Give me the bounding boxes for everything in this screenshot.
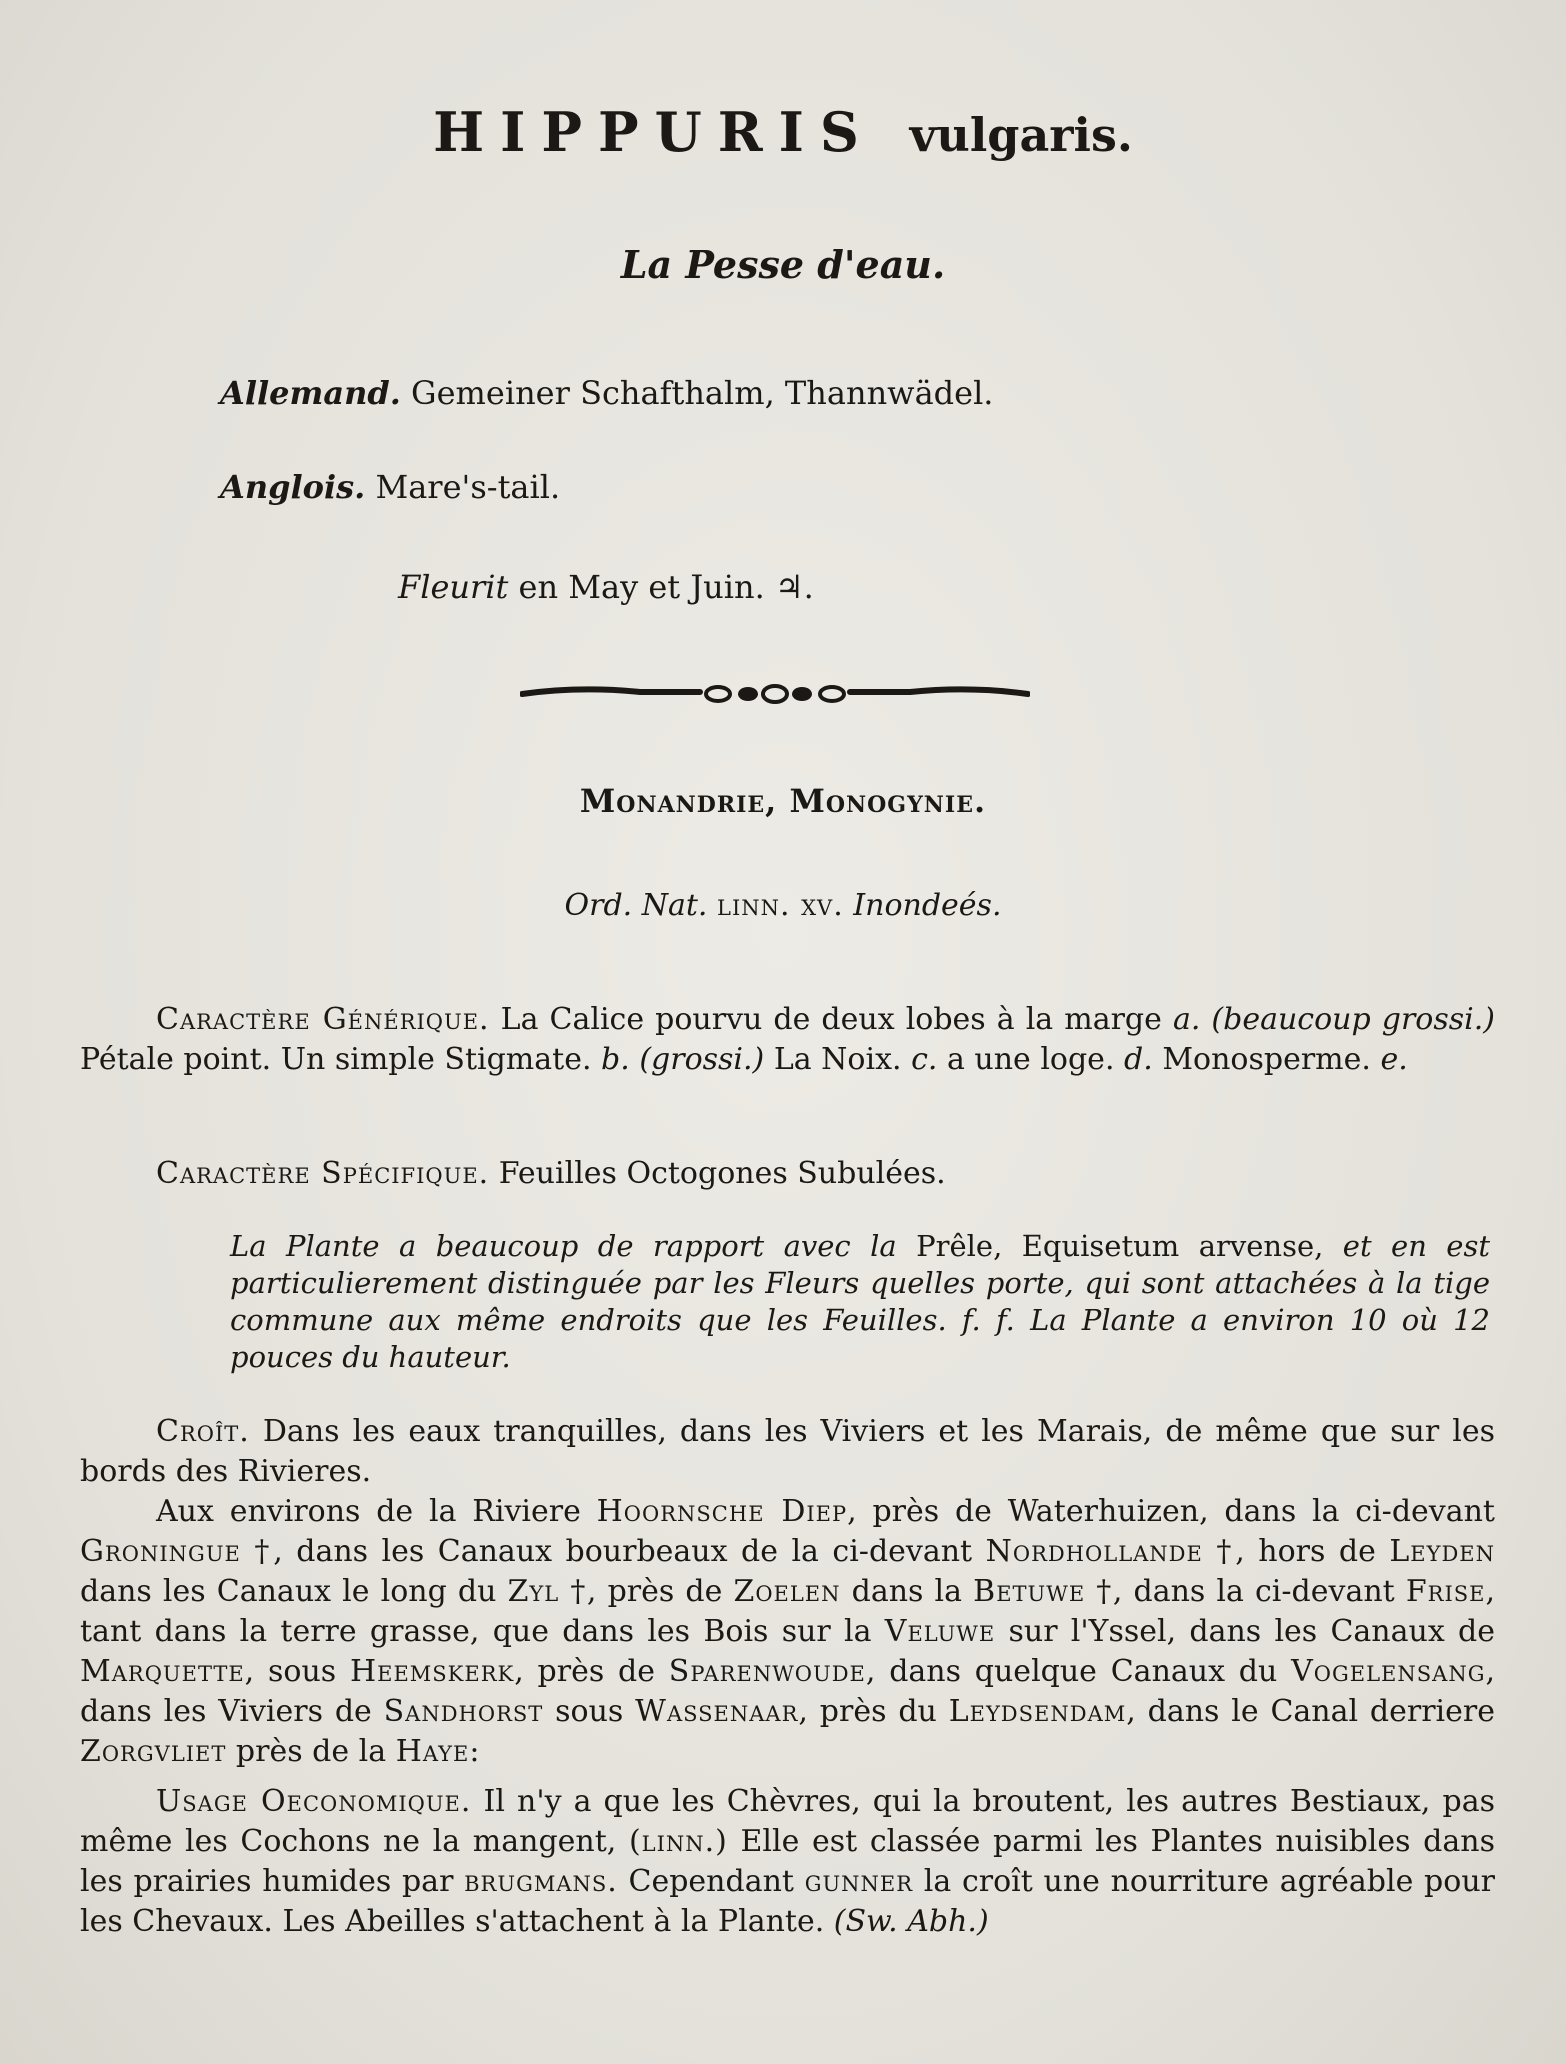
specific-character bbox=[80, 1154, 1495, 1194]
place-name: Hoornsche Diep bbox=[596, 1494, 848, 1529]
place-name: Zyl bbox=[507, 1574, 560, 1609]
place-name: Veluwe bbox=[884, 1614, 996, 1649]
specific-heading: Caractère Spécifique. bbox=[156, 1156, 490, 1191]
generic-heading: Caractère Générique. bbox=[156, 1002, 490, 1037]
habitat-section bbox=[80, 1412, 1495, 1772]
usage-text: Cependant bbox=[628, 1864, 794, 1899]
usage-citation: (linn.) bbox=[628, 1824, 728, 1859]
place-name: Zorgvliet bbox=[80, 1734, 227, 1769]
figure-mark: f. f. bbox=[961, 1303, 1015, 1337]
ordnat-linn: linn. xv. bbox=[717, 888, 844, 923]
page-title bbox=[0, 100, 1566, 164]
localities: Aux environs de la Riviere Hoornsche Diep, près de Waterhuizen, dans la ci-devant Groningue †, dans les Canaux bourbeaux de la ci-devant Nordhollande †, hors de Leyden dans les Canaux le long du Zyl †, près de Zoelen dans la Betuwe †, dans la ci-devant Frise, tant dans la terre grasse, que dans les Bois sur la Veluwe sur l'Yssel, dans les Canaux de Marquette, sous Heemskerk, près de Sparenwoude, dans quelque Canaux du Vogelensang, dans les Viviers de Sandhorst sous Wassenaar, près du Leydsendam, dans le Canal derriere Zorgvliet près de la Haye: bbox=[80, 1494, 1496, 1769]
vernacular-label: Anglois. bbox=[220, 468, 366, 506]
generic-character bbox=[80, 1000, 1495, 1080]
place-name: Sparenwoude bbox=[668, 1654, 866, 1689]
flowering-label: Fleurit bbox=[398, 568, 509, 606]
place-name: Heemskerk bbox=[349, 1654, 515, 1689]
generic-text: La Noix. bbox=[773, 1042, 902, 1077]
description-text: et en est particulierement distinguée par les Fleurs quelles porte, qui sont attachées à la tige commune aux même endroits que les Feuilles. bbox=[230, 1229, 1491, 1337]
vernacular-english bbox=[220, 468, 560, 506]
figure-mark: a. bbox=[1172, 1002, 1201, 1037]
generic-text: La Calice pourvu de deux lobes à la marge bbox=[500, 1002, 1162, 1037]
usage-reference: (Sw. Abh.) bbox=[833, 1904, 989, 1939]
place-name: Zoelen bbox=[733, 1574, 841, 1609]
ordnat-label: Ord. Nat. bbox=[564, 888, 708, 923]
place-name: Wassenaar bbox=[635, 1694, 799, 1729]
vernacular-text: Mare's-tail. bbox=[375, 468, 561, 506]
natural-order bbox=[0, 888, 1566, 923]
genus-name: HIPPURIS bbox=[433, 100, 875, 164]
ornamental-divider bbox=[520, 680, 1030, 708]
usage-heading: Usage Oeconomique. bbox=[156, 1784, 472, 1819]
usage-citation: brugmans. bbox=[464, 1864, 618, 1899]
flowering-time bbox=[398, 568, 814, 606]
economic-use-section bbox=[80, 1782, 1495, 1942]
vernacular-text: Gemeiner Schafthalm, Thannwädel. bbox=[411, 374, 994, 412]
place-name: Marquette bbox=[80, 1654, 245, 1689]
place-name: Betuwe bbox=[973, 1574, 1086, 1609]
magnification-note: (beaucoup grossi.) bbox=[1211, 1002, 1495, 1037]
flowering-text: en May et Juin. ♃. bbox=[518, 568, 814, 606]
description-roman: Prêle, Equisetum arvense, bbox=[916, 1229, 1324, 1263]
generic-text: Pétale point. Un simple Stigmate. bbox=[80, 1042, 592, 1077]
place-name: Vogelensang bbox=[1291, 1654, 1486, 1689]
place-name: Sandhorst bbox=[383, 1694, 544, 1729]
figure-mark: c. bbox=[911, 1042, 938, 1077]
vernacular-label: Allemand. bbox=[220, 374, 401, 412]
croit-heading: Croît. bbox=[156, 1414, 250, 1449]
ordnat-name: Inondeés. bbox=[853, 888, 1002, 923]
usage-text: la croît une nourriture agréable pour les Chevaux. Les Abeilles s'attachent à la Plante. bbox=[80, 1864, 1495, 1939]
specific-text: Feuilles Octogones Subulées. bbox=[498, 1156, 946, 1191]
place-name: Leydsendam bbox=[948, 1694, 1127, 1729]
magnification-note: (grossi.) bbox=[639, 1042, 765, 1077]
figure-mark: b. bbox=[601, 1042, 630, 1077]
place-name: Nordhollande bbox=[985, 1534, 1203, 1569]
description-text: La Plante a environ 10 où 12 pouces du hauteur. bbox=[230, 1303, 1491, 1374]
usage-text: Elle est classée parmi les Plantes nuisibles dans les prairies humides par bbox=[80, 1824, 1495, 1899]
usage-text: Il n'y a que les Chèvres, qui la broutent, les autres Bestiaux, pas même les Cochons ne la mangent, bbox=[80, 1784, 1495, 1859]
usage-citation: gunner bbox=[804, 1864, 914, 1899]
generic-text: Monosperme. bbox=[1162, 1042, 1371, 1077]
classification-heading: Monandrie, Monogynie. bbox=[579, 782, 987, 820]
place-name: Haye bbox=[395, 1734, 470, 1769]
place-name: Groningue bbox=[80, 1534, 241, 1569]
description-text: La Plante a beaucoup de rapport avec la bbox=[230, 1229, 897, 1263]
figure-mark: e. bbox=[1380, 1042, 1408, 1077]
place-name: Leyden bbox=[1389, 1534, 1495, 1569]
common-name: La Pesse d'eau. bbox=[620, 242, 946, 287]
figure-mark: d. bbox=[1124, 1042, 1153, 1077]
place-name: Frise bbox=[1405, 1574, 1486, 1609]
species-name: vulgaris. bbox=[909, 108, 1133, 162]
plant-description bbox=[230, 1228, 1490, 1376]
croit-text: Dans les eaux tranquilles, dans les Viviers et les Marais, de même que sur les bords des Rivieres. bbox=[80, 1414, 1495, 1489]
vernacular-german bbox=[220, 374, 993, 412]
generic-text: a une loge. bbox=[946, 1042, 1115, 1077]
